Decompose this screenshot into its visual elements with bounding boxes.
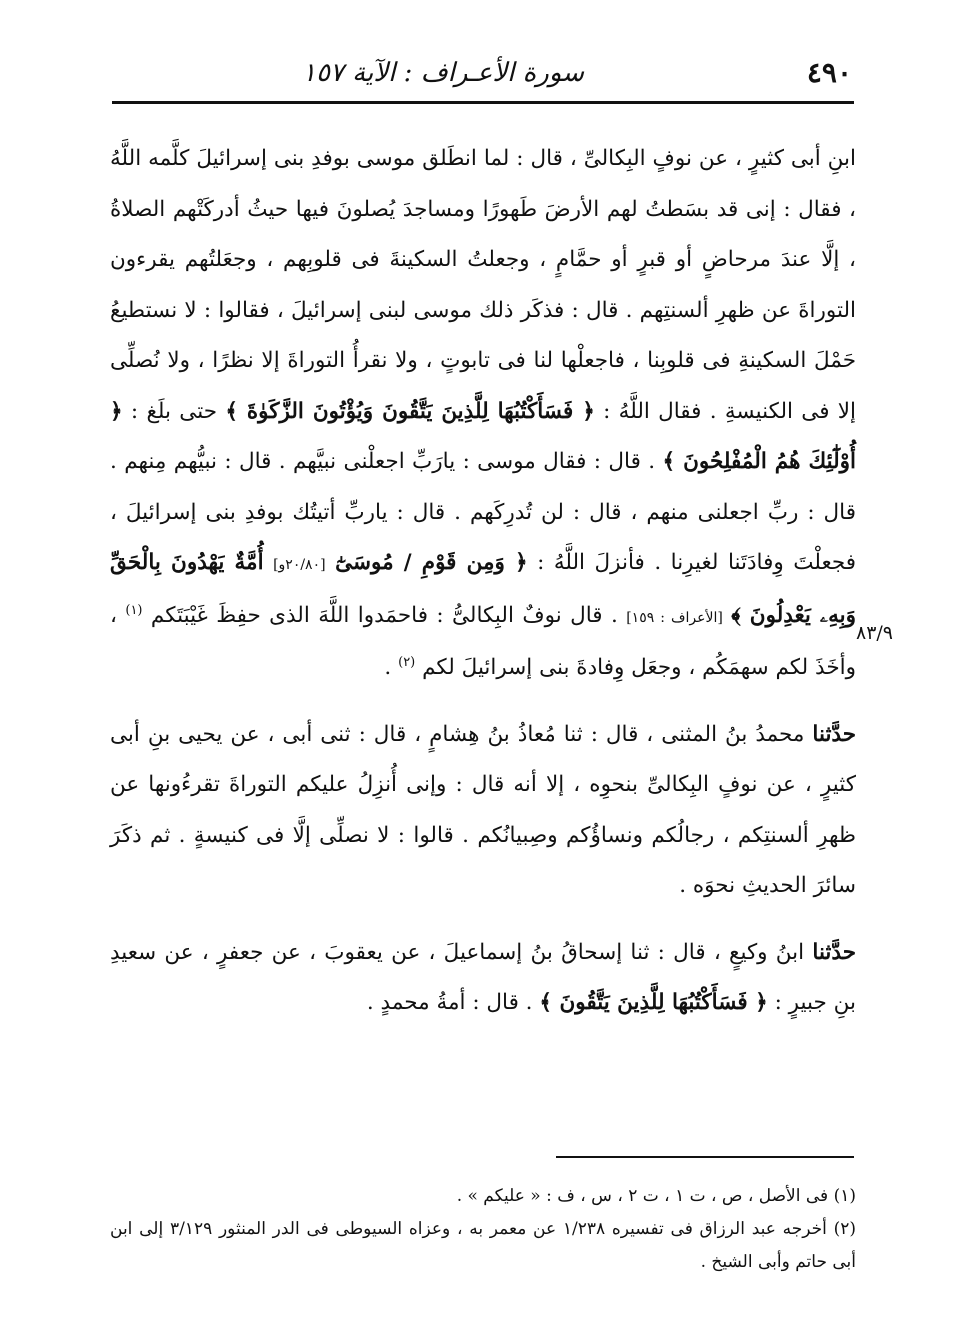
aya-reference: [الأعراف : ١٥٩] (626, 609, 723, 626)
quran-quote-2: ﴿ أُوْلَٰٓئِكَ هُمُ الْمُفْلِحُونَ ﴾ (110, 398, 856, 474)
margin-reference: ٨٣/٩ (856, 622, 894, 644)
main-text (110, 134, 856, 1029)
footnote-marker-2: (٢) (398, 654, 416, 670)
paragraph-1 (110, 134, 856, 694)
footnotes (110, 1180, 856, 1279)
paragraph-3-text-end: . قال : أمةُ محمدٍ . (366, 990, 533, 1015)
running-title: سورة الأعـراف : الآية ١٥٧ (302, 58, 585, 88)
footnote-rule (556, 1156, 854, 1158)
quran-quote-1: ﴿ فَسَأَكْتُبُهَا لِلَّذِينَ يَتَّقُونَ وَيُؤْتُونَ الزَّكَوٰةَ ﴾ (225, 398, 595, 424)
manuscript-reference: [٢٠/٨٠و] (273, 557, 326, 573)
paragraph-1-text-5: ، وأخَذَ لكم سهمَكُم ، وجعَل وِفادةَ بنى إسرائيلَ لكم (110, 602, 856, 680)
paragraph-1-text-2: حتى بلَغ : (130, 398, 218, 424)
footnote-1: (١) فى الأصل ، ص ، ت ١ ، ت ٢ ، س ، ف : « عليكم » . (456, 1186, 856, 1206)
paragraph-2 (110, 710, 856, 912)
paragraph-2-lead: حدَّثنا (812, 721, 857, 747)
quran-quote-3a: ﴿ وَمِن قَوْمِ / مُوسَىٰٓ (335, 550, 528, 575)
header-rule (112, 101, 854, 104)
page-number: ٤٩٠ (806, 56, 852, 89)
quran-quote-3b: أُمَّةٌ يَهْدُونَ بِالْحَقِّ وَبِهِۦ يَعْدِلُونَ ﴾ (110, 550, 856, 628)
paragraph-2-text: محمدُ بنُ المثنى ، قال : ثنا مُعاذُ بنُ هِشامٍ ، قال : ثنى أبى ، عن يحيى بنِ أبى كثيرٍ ، عن نوفٍ البِكالىِّ بنحوِه ، إلا أنه قال : وإنى أُنزِلُ عليكم التوراةَ تقرءُونها عن ظهرِ ألسنتِكم ، رجالُكم ونساؤُكم وصِبيانُكم . قالوا : لا نصلِّى إلَّا فى كنيسةٍ . ثم ذكَرَ سائرَ الحديثِ نحوَه . (110, 721, 856, 898)
page-header (112, 52, 852, 98)
paragraph-3-text: ابنُ وكيعٍ ، قال : ثنا إسحاقُ بنُ إسماعيلَ ، عن يعقوبَ ، عن جعفرٍ ، عن سعيدِ بنِ جبيرٍ : (110, 939, 856, 1015)
paragraph-3-lead: حدَّثنا (812, 939, 856, 965)
quran-quote-4: ﴿ فَسَأَكْتُبُهَا لِلَّذِينَ يَتَّقُونَ ﴾ (539, 990, 768, 1015)
footnote-marker-1: (١) (125, 602, 143, 618)
paragraph-1-text-6: . (384, 655, 392, 680)
paragraph-1-text-4: . قال نوفٌ البِكالىُّ : فاحمَدوا اللَّهَ الذى حفِظَ غَيْبَتَكم (150, 602, 618, 628)
paragraph-1-text-3: . قال : فقال موسى : يارَبِّ اجعلْنى نبيَّهم . قال : نبيُّهم مِنهم . قال : ربِّ اجعلنى منهم ، قال : لن تُدرِكَهم . قال : ياربِّ أتيتُك بوفدِ بنى إسرائيلَ ، فجعلْتَ وِفادَتَنا لغيرِنا . فأنزلَ اللَّهُ : (110, 449, 857, 575)
paragraph-3 (110, 928, 856, 1029)
footnote-2: (٢) أخرجه عبد الرزاق فى تفسيره ١/٢٣٨ عن معمر به ، وعزاه السيوطى فى الدر المنثور ٣/١٢٩ إلى ابن أبى حاتم وأبى الشيخ . (110, 1219, 857, 1272)
paragraph-1-text-1: ابنِ أبى كثيرٍ ، عن نوفٍ البِكالىِّ ، قال : لما انطَلق موسى بوفدِ بنى إسرائيلَ كلَّمه اللَّهُ ، فقال : إنى قد بسَطتُ لهم الأرضَ طَهورًا ومساجدَ يُصلونَ فيها حيثُ أدركَتْهم الصلاةُ ، إلَّا عندَ مرحاضٍ أو قبرٍ أو حمَّامٍ ، وجعلتُ السكينةَ فى قلوبِهم ، وجعَلتُهم يقرءون التوراةَ عن ظهرِ ألسنتِهم . قال : فذكَر ذلك موسى لبنى إسرائيلَ ، فقالوا : لا نستطيعُ حَمْلَ السكينةِ فى قلوبِنا ، فاجعلْها لنا فى تابوتٍ ، ولا نقرأُ التوراةَ إلا نظرًا ، ولا نُصلِّى إلا فى الكنيسةِ . فقال اللَّهُ : (110, 146, 857, 424)
